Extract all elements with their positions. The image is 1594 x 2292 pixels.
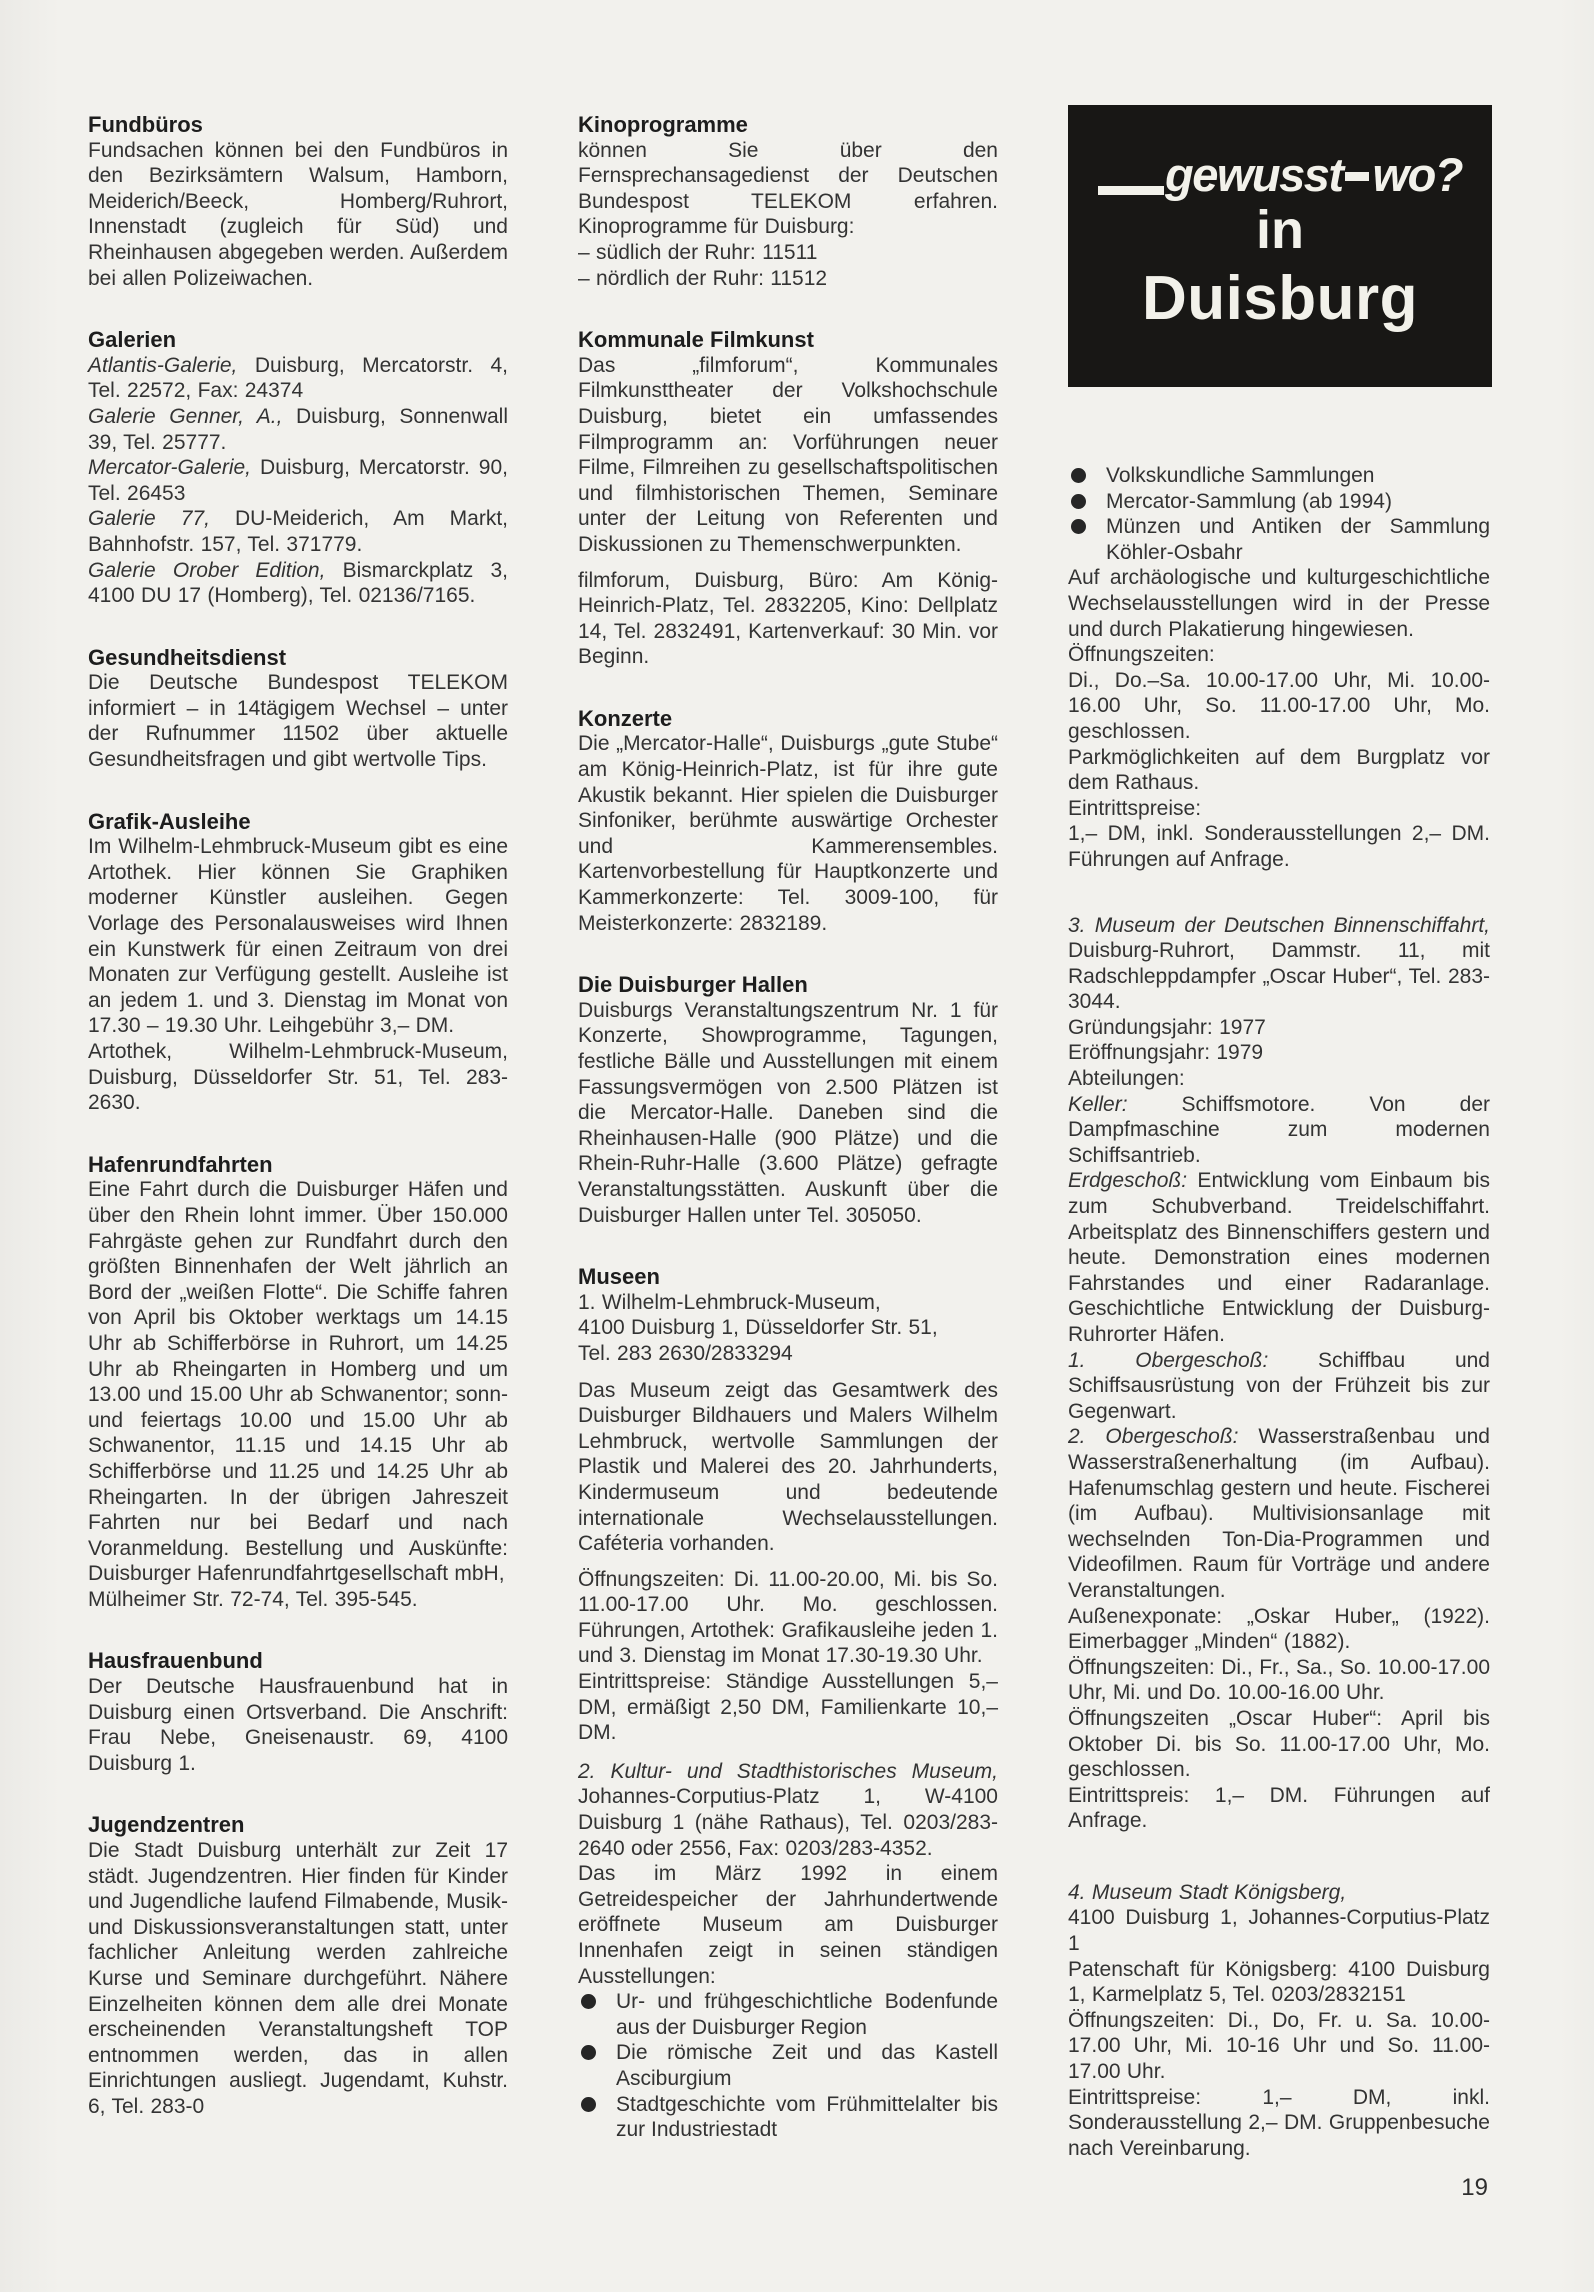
bullet-text: Volkskundliche Sammlungen [1106, 464, 1375, 487]
bullet-icon [581, 2045, 596, 2060]
paragraph: Im Wilhelm-Lehmbruck-Museum gibt es eine Artothek. Hier können Sie Graphiken moderner Künstler ausleihen. Gegen Vorlage des Personalausweises wird Ihnen ein Kunstwerk für einen Zeitraum von drei Monaten zur Verfügung gestellt. Ausleihe ist an jedem 1. und 3. Dienstag im Monat von 17.30 – 19.30 Uhr. Leihgebühr 3,– DM. [88, 835, 508, 1038]
paragraph [1068, 1424, 1490, 1603]
paragraph [1068, 1168, 1490, 1347]
logo-line-in: in [1256, 200, 1304, 261]
logo-connector-bar-icon [1345, 172, 1369, 181]
section-heading: Fundbüros [88, 112, 203, 137]
paragraph: Gründungsjahr: 1977 [1068, 1015, 1266, 1039]
paragraph: Abteilungen: [1068, 1067, 1185, 1091]
bullet-icon [581, 2097, 596, 2112]
bullet-icon [1071, 494, 1086, 509]
paragraph [88, 558, 508, 609]
column-3 [1068, 105, 1490, 2161]
text-run: Tel. 283 2630/2833294 [578, 1341, 793, 1365]
bullet-icon [1071, 468, 1086, 483]
paragraph: Der Deutsche Hausfrauenbund hat in Duisburg einen Ortsverband. Die Anschrift: Frau Nebe, Gneisenaustr. 69, 4100 Duisburg 1. [88, 1675, 508, 1775]
logo-word-gewusst: gewusst [1164, 148, 1343, 202]
bullet-item [1068, 514, 1490, 565]
paragraph: Das „filmforum“, Kommunales Filmkunsttheater der Volkshochschule Duisburg, bietet ein umfassendes Filmprogramm an: Vorführungen neuer Filme, Filmreihen zu gesellschaftspolitischen und filmhistorischen Themen, Seminare unter der Leitung von Referenten und Diskussionen zu Themenschwerpunkten. [578, 353, 998, 556]
bullet-item [578, 2092, 998, 2143]
paragraph [88, 506, 508, 557]
italic-text-run: Galerie Orober Edition, [88, 558, 326, 582]
paragraph: Eintrittspreise: 1,– DM, inkl. Sonderausstellung 2,– DM. Gruppenbesuche nach Vereinbarung. [1068, 2085, 1490, 2160]
italic-text-run: 1. Obergeschoß: [1068, 1348, 1269, 1372]
paragraph: Artothek, Wilhelm-Lehmbruck-Museum, Duisburg, Düsseldorfer Str. 51, Tel. 283-2630. [88, 1040, 508, 1115]
paragraph: Duisburgs Veranstaltungszentrum Nr. 1 für Konzerte, Showprogramme, Tagungen, festliche Bälle und Ausstellungen mit einem Fassungsvermögen von 2.500 Plätzen ist die Mercator-Halle. Daneben sind die Rheinhausen-Halle (900 Plätze) und die Rhein-Ruhr-Halle (3.600 Plätze) gefragte Veranstaltungsstätten. Auskunft über die Duisburger Hallen unter Tel. 305050. [578, 998, 998, 1227]
paragraph: Patenschaft für Königsberg: 4100 Duisburg 1, Karmelplatz 5, Tel. 0203/2832151 [1068, 1957, 1490, 2007]
paragraph: 1,– DM, inkl. Sonderausstellungen 2,– DM. Führungen auf Anfrage. [1068, 822, 1490, 871]
bullet-item [578, 2040, 998, 2091]
paragraph: Die Stadt Duisburg unterhält zur Zeit 17 städt. Jugendzentren. Hier finden für Kinder und Jugendliche laufend Filmabende, Musik- und Diskussionsveranstaltungen statt, unter fachlicher Anleitung werden zahlreiche Kurse und Seminare durchgeführt. Nähere Einzelheiten können dem alle drei Monate erscheinenden Veranstaltungsheft TOP entnommen werden, das in allen Einrichtungen ausliegt. Jugendamt, Kuhstr. 6, Tel. 283-0 [88, 1839, 508, 2118]
italic-text-run: Galerie Genner, A., [88, 404, 283, 428]
paragraph: Öffnungszeiten: Di., Fr., Sa., So. 10.00-17.00 Uhr, Mi. und Do. 10.00-16.00 Uhr. [1068, 1655, 1490, 1705]
paragraph: Das Museum zeigt das Gesamtwerk des Duisburger Bildhauers und Malers Wilhelm Lehmbruck, wertvolle Sammlungen der Plastik und Malerei des 20. Jahrhunderts, Kindermuseum und bedeutende internationale Wechselausstellungen. Caféteria vorhanden. [578, 1378, 998, 1556]
text-run: Johannes-Corputius-Platz 1, W-4100 Duisburg 1 (nähe Rathaus), Tel. 0203/283-2640 oder 2556, Fax: 0203/283-4352. [578, 1785, 998, 1860]
italic-text-run: Atlantis-Galerie, [88, 353, 238, 377]
text-run: Duisburg, Mercatorstr. 4, Tel. 22572, Fax: 24374 [88, 353, 508, 403]
text-run: 4100 Duisburg 1, Düsseldorfer Str. 51, [578, 1316, 938, 1340]
italic-text-run: Erdgeschoß: [1068, 1169, 1188, 1193]
text-run: DU-Meiderich, Am Markt, Bahnhofstr. 157, Tel. 371779. [88, 507, 508, 556]
bullet-icon [1071, 519, 1086, 534]
paragraph: Das im März 1992 in einem Getreidespeicher der Jahrhundertwende eröffnete Museum am Duisburger Innenhafen zeigt in seinen ständigen Ausstellungen: [578, 1862, 998, 1988]
section-heading: Kommunale Filmkunst [578, 327, 814, 353]
paragraph: Di., Do.–Sa. 10.00-17.00 Uhr, Mi. 10.00-16.00 Uhr, So. 11.00-17.00 Uhr, Mo. geschlossen. [1068, 668, 1490, 743]
section-heading: Museen [578, 1264, 660, 1290]
text-run: Bismarckplatz 3, 4100 DU 17 (Homberg), Tel. 02136/7165. [88, 558, 508, 608]
text-run: Duisburg, Sonnenwall 39, Tel. 25777. [88, 404, 509, 454]
paragraph: Eintrittspreise: Ständige Ausstellungen 5,– DM, ermäßigt 2,50 DM, Familienkarte 10,– DM. [578, 1670, 998, 1745]
paragraph [578, 1290, 998, 1367]
paragraph [1068, 1348, 1490, 1425]
paragraph: 4100 Duisburg 1, Johannes-Corputius-Platz 1 [1068, 1906, 1490, 1956]
text-run: Wasserstraßenbau und Wasserstraßenerhaltung (im Aufbau). Hafenumschlag gestern und heute. Fischerei (im Aufbau). Multivisionsanlage mit wechselnden Ton-Dia-Programmen und Videofilmen. Raum für Vorträge und andere Veranstaltungen. [1068, 1425, 1490, 1602]
text-run: Schiffbau und Schiffsausrüstung von der Frühzeit bis zur Gegenwart. [1068, 1348, 1490, 1423]
italic-text-run: Mercator-Galerie, [88, 456, 251, 480]
bullet-text: Ur- und frühgeschichtliche Bodenfunde aus der Duisburger Region [616, 1990, 998, 2039]
bullet-text: Stadtgeschichte vom Frühmittelalter bis zur Industriestadt [616, 2092, 998, 2142]
italic-text-run: 2. Obergeschoß: [1068, 1425, 1239, 1449]
paragraph [578, 1759, 998, 1861]
logo-line-duisburg: Duisburg [1141, 264, 1419, 334]
page-number: 19 [1461, 2174, 1488, 2201]
italic-text-run: Galerie 77, [88, 507, 210, 531]
text-run: Entwicklung vom Einbaum bis zum Schubverband. Treidelschiffahrt. Arbeitsplatz des Binnenschiffers gestern und heute. Demonstration eines modernen Fahrstandes und einer Radaranlage. Geschichtliche Entwicklung der Duisburg-Ruhrorter Häfen. [1068, 1169, 1490, 1346]
bullet-text: Mercator-Sammlung (ab 1994) [1106, 489, 1392, 513]
paragraph: Eintrittspreise: [1068, 796, 1202, 820]
bullet-item [1068, 489, 1490, 515]
italic-text-run: 3. Museum der Deutschen Binnenschiffahrt, [1068, 913, 1490, 937]
paragraph: Die Deutsche Bundespost TELEKOM informiert – in 14tägigem Wechsel – unter der Rufnummer 11502 über aktuelle Gesundheitsfragen und gibt wertvolle Tips. [88, 671, 508, 772]
section-heading: Gesundheitsdienst [88, 644, 287, 670]
section-heading: Konzerte [578, 705, 673, 731]
text-run: 1. Wilhelm-Lehmbruck-Museum, [578, 1290, 881, 1314]
section-heading: Jugendzentren [88, 1812, 245, 1838]
bullet-item [578, 1989, 998, 2040]
section-heading: Hausfrauenbund [88, 1648, 263, 1674]
section-heading: Grafik-Ausleihe [88, 808, 251, 834]
section-heading: Galerien [88, 327, 177, 353]
bullet-icon [581, 1994, 596, 2009]
italic-text-run: 2. Kultur- und Stadthistorisches Museum, [578, 1759, 998, 1783]
column-2 [578, 112, 998, 2143]
paragraph: filmforum, Duisburg, Büro: Am König-Heinrich-Platz, Tel. 2832205, Kino: Dellplatz 14, Tel. 2832491, Kartenverkauf: 30 Min. vor Beginn. [578, 568, 998, 669]
paragraph: Öffnungszeiten: Di. 11.00-20.00, Mi. bis So. 11.00-17.00 Uhr. Mo. geschlossen. Führungen, Artothek: Grafikausleihe jeden 1. und 3. Dienstag im Monat 17.30-19.30 Uhr. [578, 1567, 998, 1668]
section-heading: Hafenrundfahrten [88, 1151, 273, 1177]
paragraph: Öffnungszeiten: Di., Do, Fr. u. Sa. 10.00-17.00 Uhr, Mi. 10-16 Uhr und So. 11.00-17.00 Uhr. [1068, 2008, 1490, 2084]
bullet-text: Die römische Zeit und das Kastell Asciburgium [616, 2041, 998, 2090]
paragraph: Fundsachen können bei den Fundbüros in den Bezirksämtern Walsum, Hamborn, Meiderich/Beeck, Homberg/Ruhrort, Innenstadt (zugleich für Süd) und Rheinhausen abgegeben werden. Außerdem bei allen Polizeiwachen. [88, 138, 508, 290]
paragraph: Eine Fahrt durch die Duisburger Häfen und über den Rhein lohnt immer. Über 150.000 Fahrgäste gehen zur Rundfahrt durch den größten Binnenhafen der Welt jährlich an Bord der „weißen Flotte“. Die Schiffe fahren von April bis Oktober werktags um 14.15 Uhr ab Schifferbörse in Ruhrort, um 14.25 Uhr ab Rheingarten in Homberg und um 13.00 und 15.00 Uhr ab Schwanentor; sonn- und feiertags 10.00 und 15.00 Uhr ab Schwanentor, 11.15 und 14.15 Uhr ab Schifferbörse und 11.25 und 14.25 Uhr ab Rheingarten. In der übrigen Jahreszeit Fahrten nur bei Bedarf und nach Voranmeldung. Bestellung und Auskünfte: Duisburger Hafenrundfahrtgesellschaft mbH, [88, 1178, 508, 1586]
paragraph: Außenexponate: „Oskar Huber„ (1922). Eimerbagger „Minden“ (1882). [1068, 1604, 1490, 1654]
paragraph: Parkmöglichkeiten auf dem Burgplatz vor dem Rathaus. [1068, 745, 1490, 795]
paragraph [1068, 1092, 1490, 1169]
paragraph: können Sie über den Fernsprechansagedienst der Deutschen Bundespost TELEKOM erfahren. Kinoprogramme für Duisburg: [578, 138, 998, 239]
italic-text-run: 4. Museum Stadt Königsberg, [1068, 1880, 1347, 1904]
paragraph: Eintrittspreis: 1,– DM. Führungen auf Anfrage. [1068, 1783, 1490, 1833]
logo-word-wo: wo? [1372, 148, 1463, 202]
paragraph [88, 455, 508, 506]
bullet-text: Münzen und Antiken der Sammlung Köhler-Osbahr [1106, 515, 1490, 564]
paragraph: Eröffnungsjahr: 1979 [1068, 1041, 1264, 1065]
logo-underline-bar-icon [1098, 186, 1164, 195]
text-run: Duisburg, Mercatorstr. 90, Tel. 26453 [88, 456, 508, 505]
bullet-item [1068, 463, 1490, 489]
paragraph: – nördlich der Ruhr: 11512 [578, 266, 828, 290]
gewusst-wo-logo [1068, 105, 1492, 387]
text-run: Duisburg-Ruhrort, Dammstr. 11, mit Radschleppdampfer „Oscar Huber“, Tel. 283-3044. [1068, 939, 1490, 1014]
section-heading: Kinoprogramme [578, 112, 748, 137]
column-1 [88, 112, 508, 2120]
paragraph [88, 353, 508, 404]
paragraph: Öffnungszeiten „Oscar Huber“: April bis Oktober Di. bis So. 11.00-17.00 Uhr, Mo. geschlossen. [1068, 1706, 1490, 1782]
paragraph: Öffnungszeiten: [1068, 643, 1215, 667]
section-heading: Die Duisburger Hallen [578, 972, 808, 998]
logo-line-gewusst-wo [1098, 148, 1463, 202]
paragraph [88, 404, 508, 455]
paragraph [1068, 913, 1490, 1015]
paragraph: Auf archäologische und kulturgeschichtliche Wechselausstellungen wird in der Presse und durch Plakatierung hingewiesen. [1068, 566, 1490, 641]
paragraph [1068, 1880, 1490, 1906]
paragraph: Mülheimer Str. 72-74, Tel. 395-545. [88, 1587, 418, 1611]
text-run: Schiffsmotore. Von der Dampfmaschine zum modernen Schiffsantrieb. [1068, 1092, 1490, 1167]
italic-text-run: Keller: [1068, 1092, 1128, 1116]
paragraph: Die „Mercator-Halle“, Duisburgs „gute Stube“ am König-Heinrich-Platz, ist für ihre gute Akustik bekannt. Hier spielen die Duisburger Sinfoniker, berühmte auswärtige Orchester und Kammerensembles. Kartenvorbestellung für Hauptkonzerte und Kammerkonzerte: Tel. 3009-100, für Meisterkonzerte: 2832189. [578, 732, 998, 935]
paragraph: – südlich der Ruhr: 11511 [578, 240, 818, 264]
